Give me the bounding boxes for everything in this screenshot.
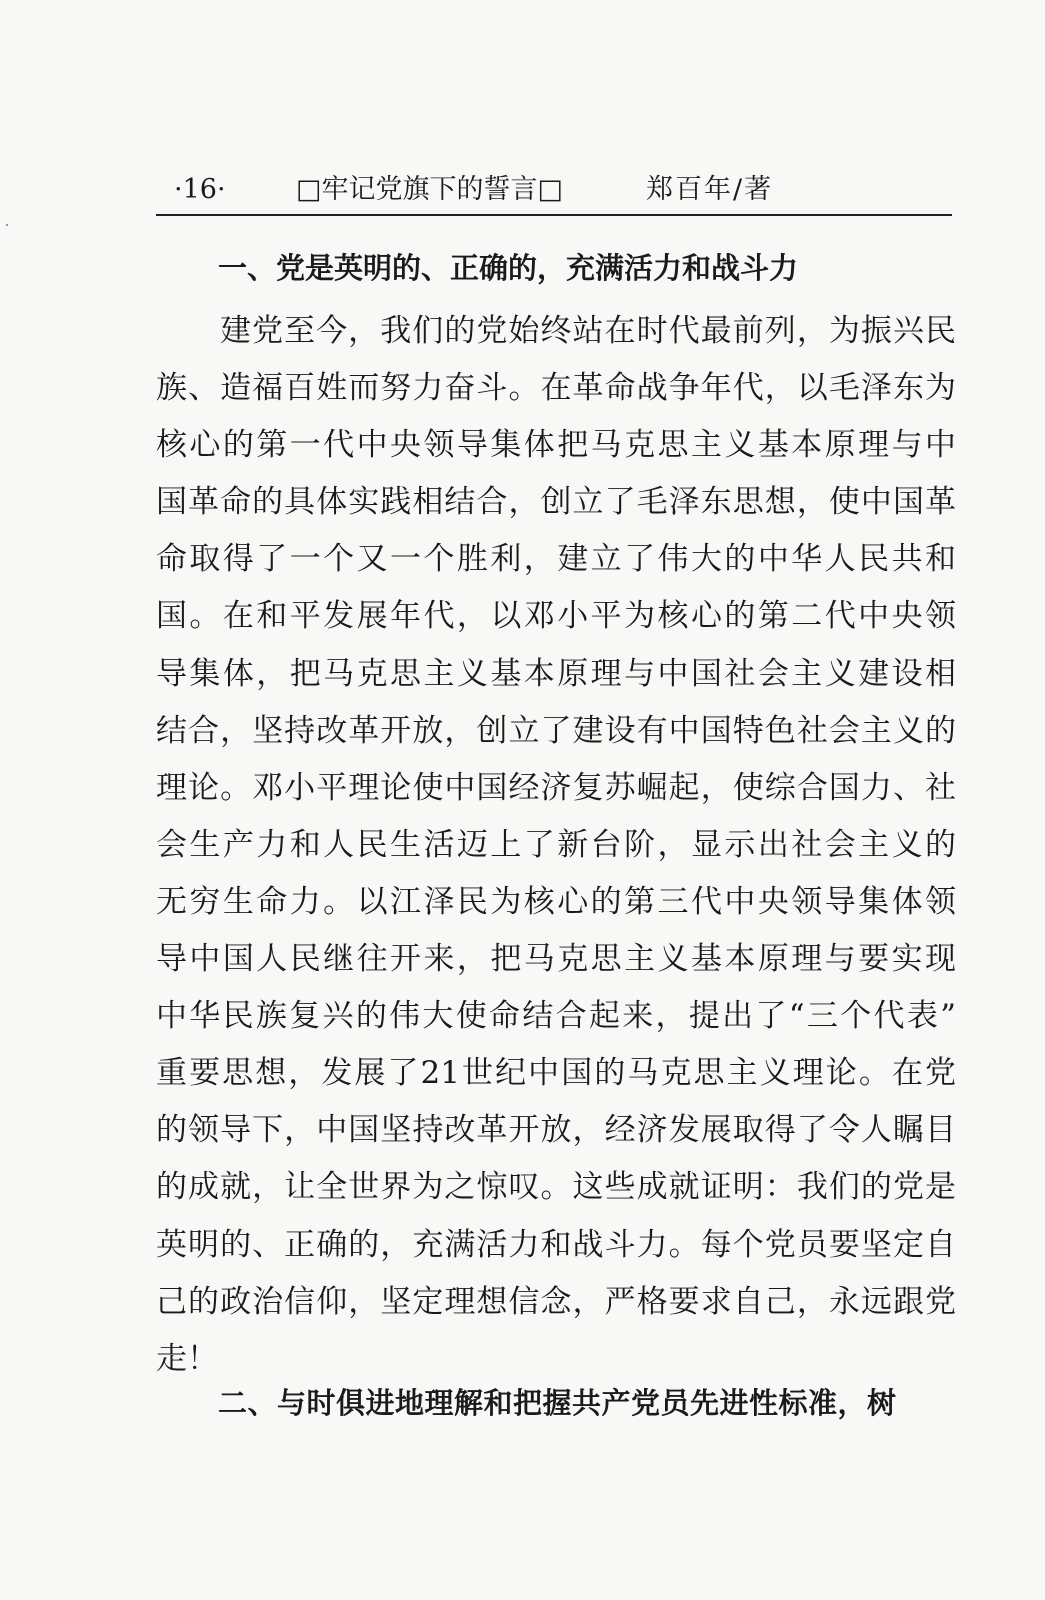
body-line: 无穷生命力。以江泽民为核心的第三代中央领导集体领 [156,883,956,920]
body-line: 国革命的具体实践相结合，创立了毛泽东思想，使中国革 [156,484,956,521]
body-line: 族、造福百姓而努力奋斗。在革命战争年代，以毛泽东为 [156,370,956,407]
body-line: 导集体，把马克思主义基本原理与中国社会主义建设相 [156,655,956,692]
body-line: 核心的第一代中央领导集体把马克思主义基本原理与中 [156,427,956,464]
body-line: 国。在和平发展年代，以邓小平为核心的第二代中央领 [156,598,956,635]
page-number: ·16· [174,174,226,205]
body-line: 英明的、正确的，充满活力和战斗力。每个党员要坚定自 [156,1226,956,1263]
body-line: 中华民族复兴的伟大使命结合起来，提出了“三个代表” [156,998,956,1035]
body-line: 命取得了一个又一个胜利，建立了伟大的中华人民共和 [156,541,956,578]
body-line: 导中国人民继往开来，把马克思主义基本原理与要实现 [156,941,956,978]
body-line: 的领导下，中国坚持改革开放，经济发展取得了令人瞩目 [156,1112,956,1149]
section-heading-2: 二、与时俱进地理解和把握共产党员先进性标准，树 [218,1386,897,1420]
scan-speck [6,224,8,226]
running-header [156,170,952,216]
section-heading-1: 一、党是英明的、正确的，充满活力和战斗力 [218,251,799,285]
section-body-1 [156,303,956,1388]
body-line: 理论。邓小平理论使中国经济复苏崛起，使综合国力、社 [156,769,956,806]
body-line: 建党至今，我们的党始终站在时代最前列，为振兴民 [220,313,956,349]
body-line: 会生产力和人民生活迈上了新台阶，显示出社会主义的 [156,826,956,863]
book-title: □牢记党旗下的誓言□ [296,174,564,205]
body-line: 结合，坚持改革开放，创立了建设有中国特色社会主义的 [156,712,956,749]
body-line: 的成就，让全世界为之惊叹。这些成就证明：我们的党是 [156,1169,956,1206]
body-line: 己的政治信仰，坚定理想信念，严格要求自己，永远跟党 [156,1283,956,1320]
body-line: 重要思想，发展了21世纪中国的马克思主义理论。在党 [156,1055,956,1092]
author-credit: 郑百年/著 [646,174,774,205]
body-line: 走！ [156,1340,218,1377]
